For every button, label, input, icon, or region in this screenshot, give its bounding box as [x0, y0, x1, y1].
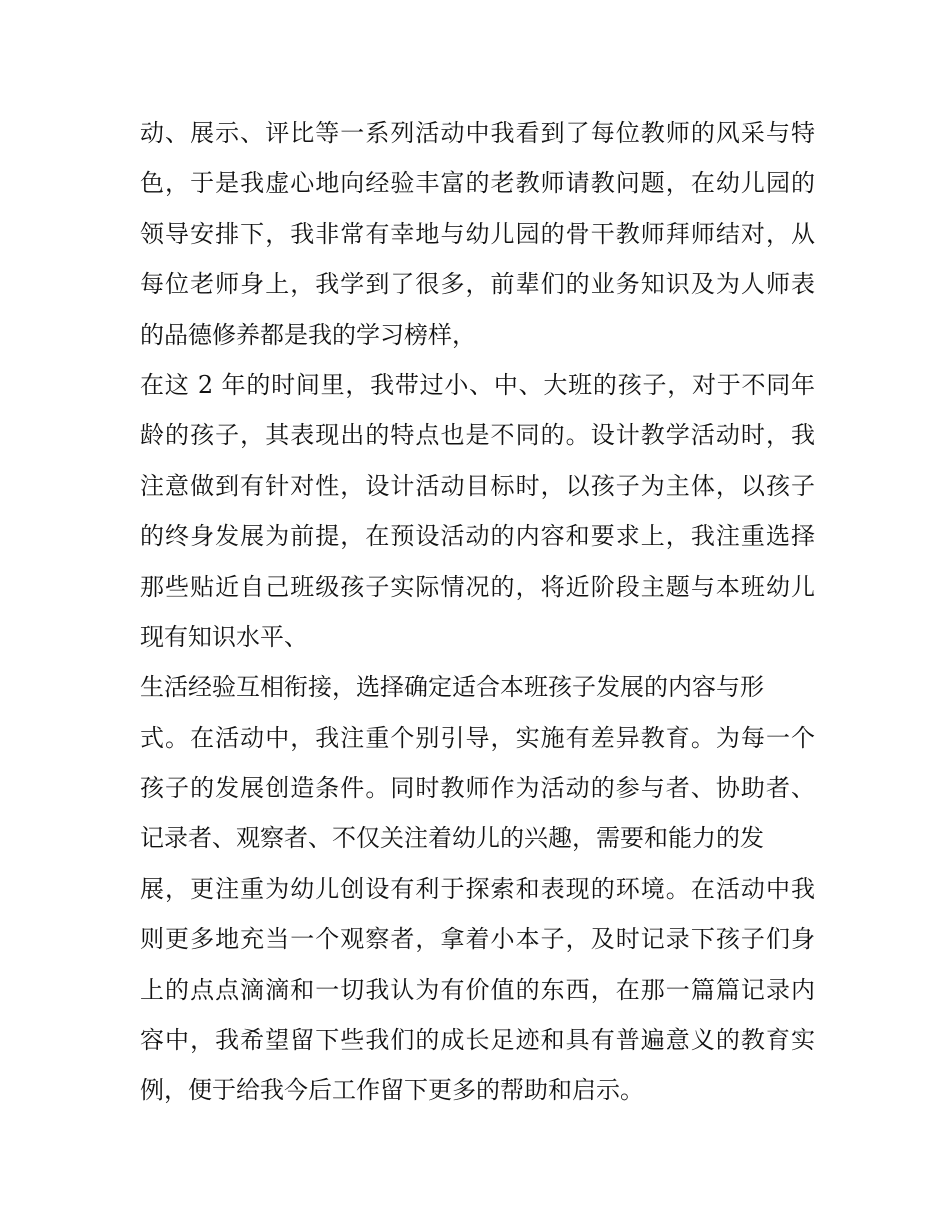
- text-line: 在这 2 年的时间里，我带过小、中、大班的孩子，对于不同年: [140, 370, 815, 399]
- text-line: 注意做到有针对性，设计活动目标时，以孩子为主体，以孩子: [140, 471, 815, 500]
- text-line: 领导安排下，我非常有幸地与幼儿园的骨干教师拜师结对，从: [140, 219, 815, 248]
- document-body: [140, 108, 815, 1116]
- text-line: 的终身发展为前提，在预设活动的内容和要求上，我注重选择: [140, 522, 815, 551]
- text-line: 的品德修养都是我的学习榜样，: [140, 320, 476, 349]
- text-line: 则更多地充当一个观察者，拿着小本子，及时记录下孩子们身: [140, 925, 815, 954]
- text-line: 上的点点滴滴和一切我认为有价值的东西，在那一篇篇记录内: [140, 975, 815, 1004]
- text-line: 记录者、观察者、不仅关注着幼儿的兴趣，需要和能力的发: [140, 824, 764, 853]
- text-line: 那些贴近自己班级孩子实际情况的，将近阶段主题与本班幼儿: [140, 572, 815, 601]
- text-line: 孩子的发展创造条件。同时教师作为活动的参与者、协助者、: [140, 774, 815, 803]
- text-line: 色，于是我虚心地向经验丰富的老教师请教问题，在幼儿园的: [140, 169, 815, 198]
- text-line: 生活经验互相衔接，选择确定适合本班孩子发展的内容与形: [140, 673, 764, 702]
- text-line: 动、展示、评比等一系列活动中我看到了每位教师的风采与特: [140, 119, 815, 147]
- text-line: 龄的孩子，其表现出的特点也是不同的。设计教学活动时，我: [140, 421, 815, 450]
- text-line: 展，更注重为幼儿创设有利于探索和表现的环境。在活动中我: [140, 874, 815, 903]
- text-line: 容中，我希望留下些我们的成长足迹和具有普遍意义的教育实: [140, 1026, 815, 1055]
- text-line: 每位老师身上，我学到了很多，前辈们的业务知识及为人师表: [140, 270, 815, 299]
- text-line: 式。在活动中，我注重个别引导，实施有差异教育。为每一个: [140, 723, 815, 752]
- text-line: 现有知识水平、: [140, 622, 308, 651]
- text-line: 例，便于给我今后工作留下更多的帮助和启示。: [140, 1076, 644, 1105]
